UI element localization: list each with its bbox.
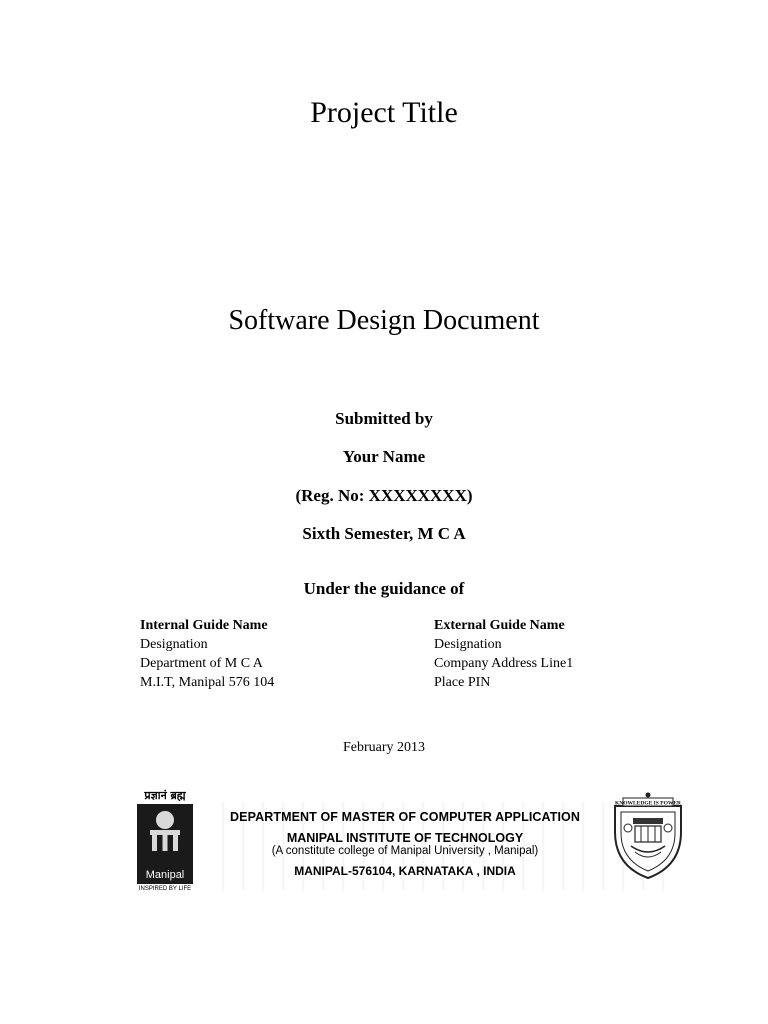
institute-name: MANIPAL INSTITUTE OF TECHNOLOGY bbox=[286, 831, 524, 845]
constituent-note: (A constitute college of Manipal University , Manipal) bbox=[271, 845, 539, 857]
document-date: February 2013 bbox=[342, 740, 426, 755]
semester-line: Sixth Semester, M C A bbox=[302, 524, 466, 543]
hindi-motto: प्रज्ञानं ब्रह्म bbox=[144, 789, 186, 802]
emblem-motto: KNOWLEDGE IS POWER bbox=[614, 800, 682, 807]
external-guide-block bbox=[434, 616, 573, 692]
external-guide-designation: Designation bbox=[434, 637, 502, 652]
internal-guide-address: M.I.T, Manipal 576 104 bbox=[140, 675, 275, 690]
internal-guide-block bbox=[140, 616, 274, 692]
document-title: Software Design Document bbox=[228, 305, 540, 336]
registration-number: (Reg. No: XXXXXXXX) bbox=[295, 486, 473, 505]
internal-guide-department: Department of M C A bbox=[140, 656, 263, 671]
manipal-logo bbox=[137, 804, 193, 884]
manipal-logo-text: Manipal bbox=[145, 869, 185, 881]
submitted-by-label: Submitted by bbox=[335, 409, 433, 428]
guidance-heading: Under the guidance of bbox=[303, 579, 465, 598]
external-guide-address: Company Address Line1 bbox=[434, 656, 574, 671]
manipal-figure-icon bbox=[145, 810, 185, 854]
mit-emblem-icon bbox=[611, 792, 685, 880]
internal-guide-name: Internal Guide Name bbox=[140, 618, 268, 633]
external-guide-name: External Guide Name bbox=[434, 618, 565, 633]
external-guide-place: Place PIN bbox=[434, 675, 491, 690]
institute-address: MANIPAL-576104, KARNATAKA , INDIA bbox=[294, 864, 516, 878]
internal-guide-designation: Designation bbox=[140, 637, 208, 652]
logo-tagline: INSPIRED BY LIFE bbox=[138, 886, 192, 892]
department-name: DEPARTMENT OF MASTER OF COMPUTER APPLICATION bbox=[230, 810, 580, 824]
institute-banner bbox=[135, 788, 685, 900]
student-name: Your Name bbox=[342, 447, 426, 466]
project-title: Project Title bbox=[310, 96, 458, 129]
